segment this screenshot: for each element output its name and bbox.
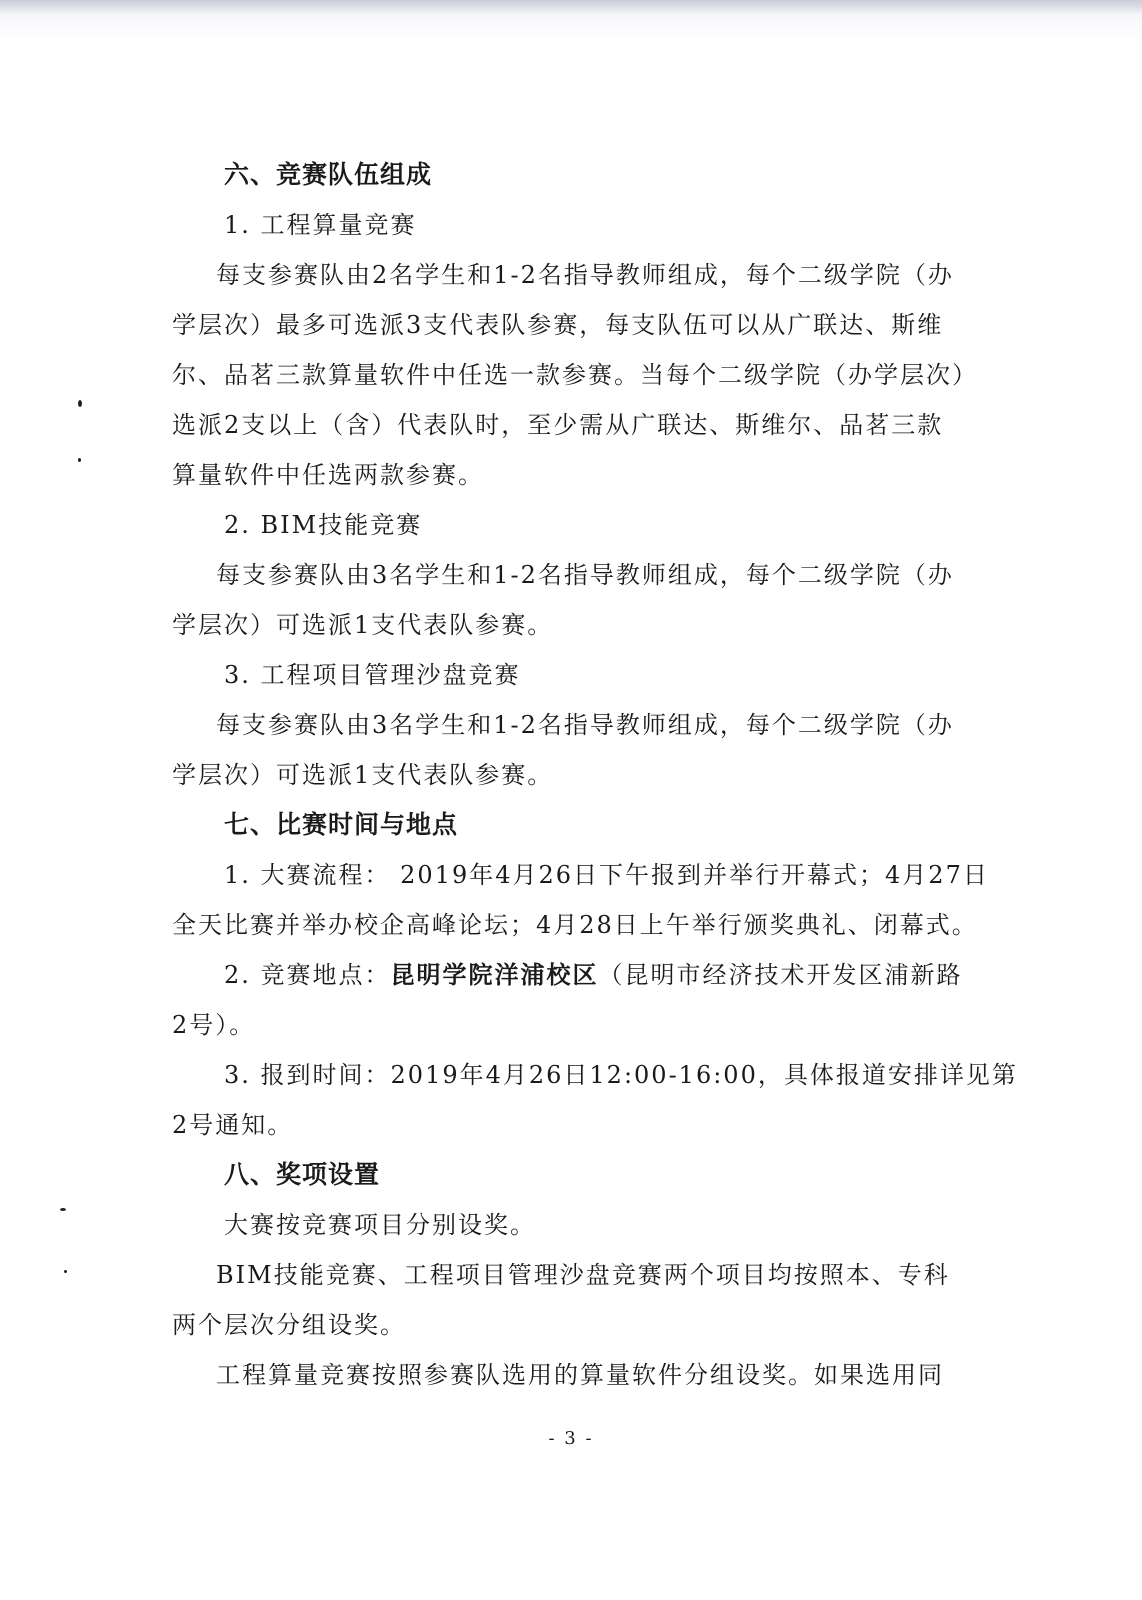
paragraph-line: 3. 报到时间：2019年4月26日12:00-16:00，具体报道安排详见第 <box>224 1061 1018 1089</box>
paragraph-line: 学层次）可选派1支代表队参赛。 <box>172 611 554 639</box>
paragraph-line: BIM技能竞赛、工程项目管理沙盘竞赛两个项目均按照本、专科 <box>216 1261 950 1289</box>
paragraph-line: 尔、品茗三款算量软件中任选一款参赛。当每个二级学院（办学层次） <box>172 361 978 389</box>
paragraph-line: 学层次）最多可选派3支代表队参赛，每支队伍可以从广联达、斯维 <box>172 311 944 339</box>
paragraph-line: 2号通知。 <box>172 1111 294 1139</box>
venue-line <box>172 950 972 1000</box>
paragraph-line: 全天比赛并举办校企高峰论坛；4月28日上午举行颁奖典礼、闭幕式。 <box>172 911 978 939</box>
section-6-2-title: 2. BIM技能竞赛 <box>224 511 423 539</box>
scan-edge <box>0 0 1142 14</box>
page-number: - 3 - <box>548 1428 594 1449</box>
paragraph-line: 大赛按竞赛项目分别设奖。 <box>224 1211 536 1239</box>
paragraph-line: 选派2支以上（含）代表队时，至少需从广联达、斯维尔、品茗三款 <box>172 411 944 439</box>
paragraph-line: 每支参赛队由3名学生和1-2名指导教师组成，每个二级学院（办 <box>216 561 954 589</box>
paragraph-line: 学层次）可选派1支代表队参赛。 <box>172 761 554 789</box>
paragraph-line: 1. 大赛流程： 2019年4月26日下午报到并举行开幕式；4月27日 <box>224 861 989 889</box>
section-8-heading: 八、奖项设置 <box>224 1160 381 1189</box>
venue-prefix: 2. 竞赛地点： <box>224 961 391 989</box>
section-7-heading: 七、比赛时间与地点 <box>224 810 459 839</box>
scan-speck <box>78 400 82 407</box>
section-6-heading: 六、竞赛队伍组成 <box>224 160 433 189</box>
scan-speck <box>78 458 81 462</box>
paragraph-line: 工程算量竞赛按照参赛队选用的算量软件分组设奖。如果选用同 <box>216 1361 944 1389</box>
paragraph-line: 每支参赛队由2名学生和1-2名指导教师组成，每个二级学院（办 <box>216 261 954 289</box>
section-6-3-title: 3. 工程项目管理沙盘竞赛 <box>224 661 521 689</box>
paragraph-line: 每支参赛队由3名学生和1-2名指导教师组成，每个二级学院（办 <box>216 711 954 739</box>
venue-name: 昆明学院洋浦校区 <box>390 961 599 989</box>
scan-speck <box>60 1208 66 1211</box>
section-6-1-title: 1. 工程算量竞赛 <box>224 211 417 239</box>
paragraph-line: 2号）。 <box>172 1011 256 1039</box>
venue-address: （昆明市经济技术开发区浦新路 <box>598 961 963 989</box>
scan-speck <box>64 1270 67 1273</box>
document-body <box>172 150 1018 1400</box>
paragraph-line: 算量软件中任选两款参赛。 <box>172 461 484 489</box>
paragraph-line: 两个层次分组设奖。 <box>172 1311 406 1339</box>
